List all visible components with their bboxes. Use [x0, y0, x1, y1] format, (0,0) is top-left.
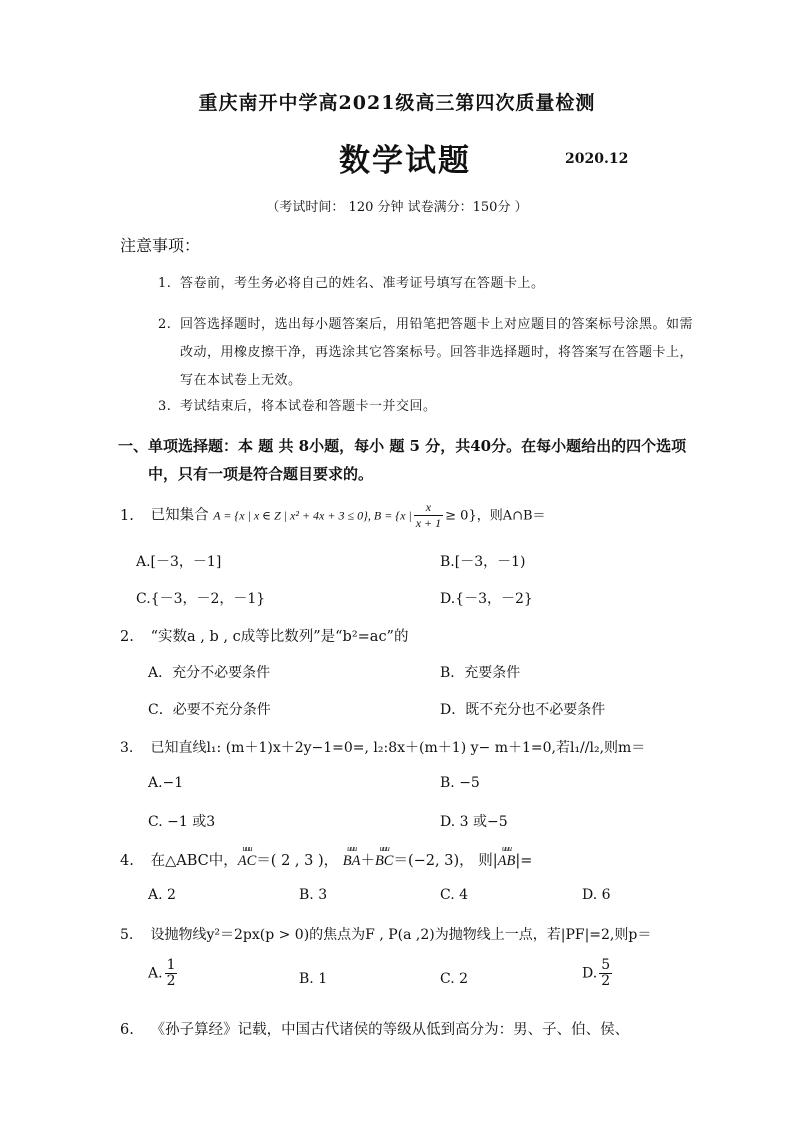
vector-ab: uuu AB: [498, 853, 516, 870]
fraction-numerator: x: [414, 500, 443, 516]
notice-item-number: 2.: [158, 317, 172, 332]
option-d: [582, 958, 614, 989]
question-number: 4.: [120, 853, 134, 869]
option-a: A. 2: [148, 887, 176, 903]
fraction: [165, 958, 178, 989]
question-lead: 已知集合: [150, 507, 209, 524]
option-d: D. 6: [582, 887, 611, 903]
option-b: B. 1: [299, 971, 328, 987]
exam-info: （考试时间： 120 分钟 试卷满分：150分 ）: [266, 200, 528, 215]
option-c: C. 2: [440, 971, 469, 987]
question-stem: “实数a , b , c成等比数列”是“b²=ac”的: [150, 629, 409, 645]
option-d: D.{－3，－2}: [440, 591, 533, 607]
option-a: A.−1: [148, 775, 184, 791]
question-number: 2.: [120, 629, 134, 645]
notice-item-3: [158, 393, 678, 421]
question-4: [120, 849, 532, 870]
option-b: B.[－3，－1): [440, 554, 526, 570]
notice-item-text: 考试结束后，将本试卷和答题卡一并交回。: [180, 399, 437, 414]
option-c: C．必要不充分条件: [148, 702, 271, 718]
vector-ba: uuu BA: [343, 853, 361, 870]
question-5: [120, 924, 651, 944]
fraction: [414, 500, 443, 531]
option-a: [148, 958, 179, 989]
question-3: [120, 737, 645, 757]
school-exam-title: 重庆南开中学高2021级高三第四次质量检测: [198, 92, 596, 114]
fraction-denominator: 2: [601, 973, 611, 989]
notice-item-text: 回答选择题时，选出每小题答案后，用铅笔把答题卡上对应题目的答案标号涂黑。如需改动，用橡皮擦干净，再选涂其它答案标号。回答非选择题时，将答案写在答题卡上，写在本试卷上无效。: [180, 317, 694, 388]
notice-item-number: 3.: [158, 399, 172, 414]
notice-item-number: 1.: [158, 276, 172, 291]
option-c: C. 4: [440, 887, 469, 903]
option-a: A.[－3，－1]: [136, 554, 222, 570]
question-2: [120, 625, 408, 646]
exam-date: 2020.12: [565, 151, 629, 167]
option-a: A．充分不必要条件: [148, 665, 271, 681]
question-6: [120, 1018, 629, 1039]
option-b: B. 3: [299, 887, 328, 903]
option-c: C.{－3，－2，－1}: [136, 591, 266, 607]
option-d: D. 3 或−5: [440, 814, 508, 830]
notice-item-2: [158, 311, 700, 395]
question-part: |=: [515, 853, 533, 869]
notice-heading: 注意事项：: [120, 236, 201, 255]
question-stem: 设抛物线y²＝2px(p > 0)的焦点为F , P(a ,2)为抛物线上一点，若|PF|=2,则p＝: [150, 927, 652, 943]
question-stem: 已知直线l₁: (m＋1)x＋2y−1=0=, l₂:8x＋(m＋1) y− m＋1=0,若l₁//l₂,则m＝: [150, 740, 646, 756]
option-b: B. −5: [440, 775, 480, 791]
vector-bc: uuu BC: [375, 853, 394, 870]
plus-sign: ＋: [360, 853, 375, 869]
option-d: D．既不充分也不必要条件: [440, 702, 606, 718]
notice-item-1: [158, 270, 678, 298]
question-number: 1.: [120, 507, 134, 524]
subject-title: 数学试题: [339, 143, 471, 179]
fraction-numerator: 5: [601, 957, 611, 973]
question-part: ＝(−2, 3)， 则|: [393, 853, 498, 869]
question-number: 6.: [120, 1022, 134, 1038]
question-number: 3.: [120, 740, 134, 756]
fraction-denominator: x + 1: [415, 516, 442, 530]
fraction: [599, 958, 612, 989]
section-title: 一、单项选择题：本 题 共 8小题，每小 题 5 分，共40分。在每小题给出的四个选项中，只有一项是符合题目要求的。: [118, 437, 687, 483]
question-lead: 在△ABC中，: [150, 853, 238, 869]
option-b: B．充要条件: [440, 665, 521, 681]
notice-item-text: 答卷前，考生务必将自己的姓名、准考证号填写在答题卡上。: [180, 276, 545, 291]
question-stem: 《孙子算经》记载，中国古代诸侯的等级从低到高分为：男、子、伯、侯、: [150, 1022, 630, 1038]
option-c: C. −1 或3: [148, 814, 216, 830]
question-number: 5.: [120, 927, 134, 943]
question-1: [120, 500, 546, 531]
fraction-numerator: 1: [166, 957, 176, 973]
question-part: ＝( 2 , 3 )，: [256, 853, 339, 869]
option-label: D.: [582, 965, 598, 982]
fraction-denominator: 2: [166, 973, 176, 989]
vector-ac: uuu AC: [238, 853, 257, 870]
option-label: A.: [148, 965, 163, 982]
question-tail: ≥ 0}，则A∩B＝: [445, 508, 546, 524]
set-a-expression: A = {x | x ∈ Z | x² + 4x + 3 ≤ 0}, B = {x |: [213, 508, 412, 523]
